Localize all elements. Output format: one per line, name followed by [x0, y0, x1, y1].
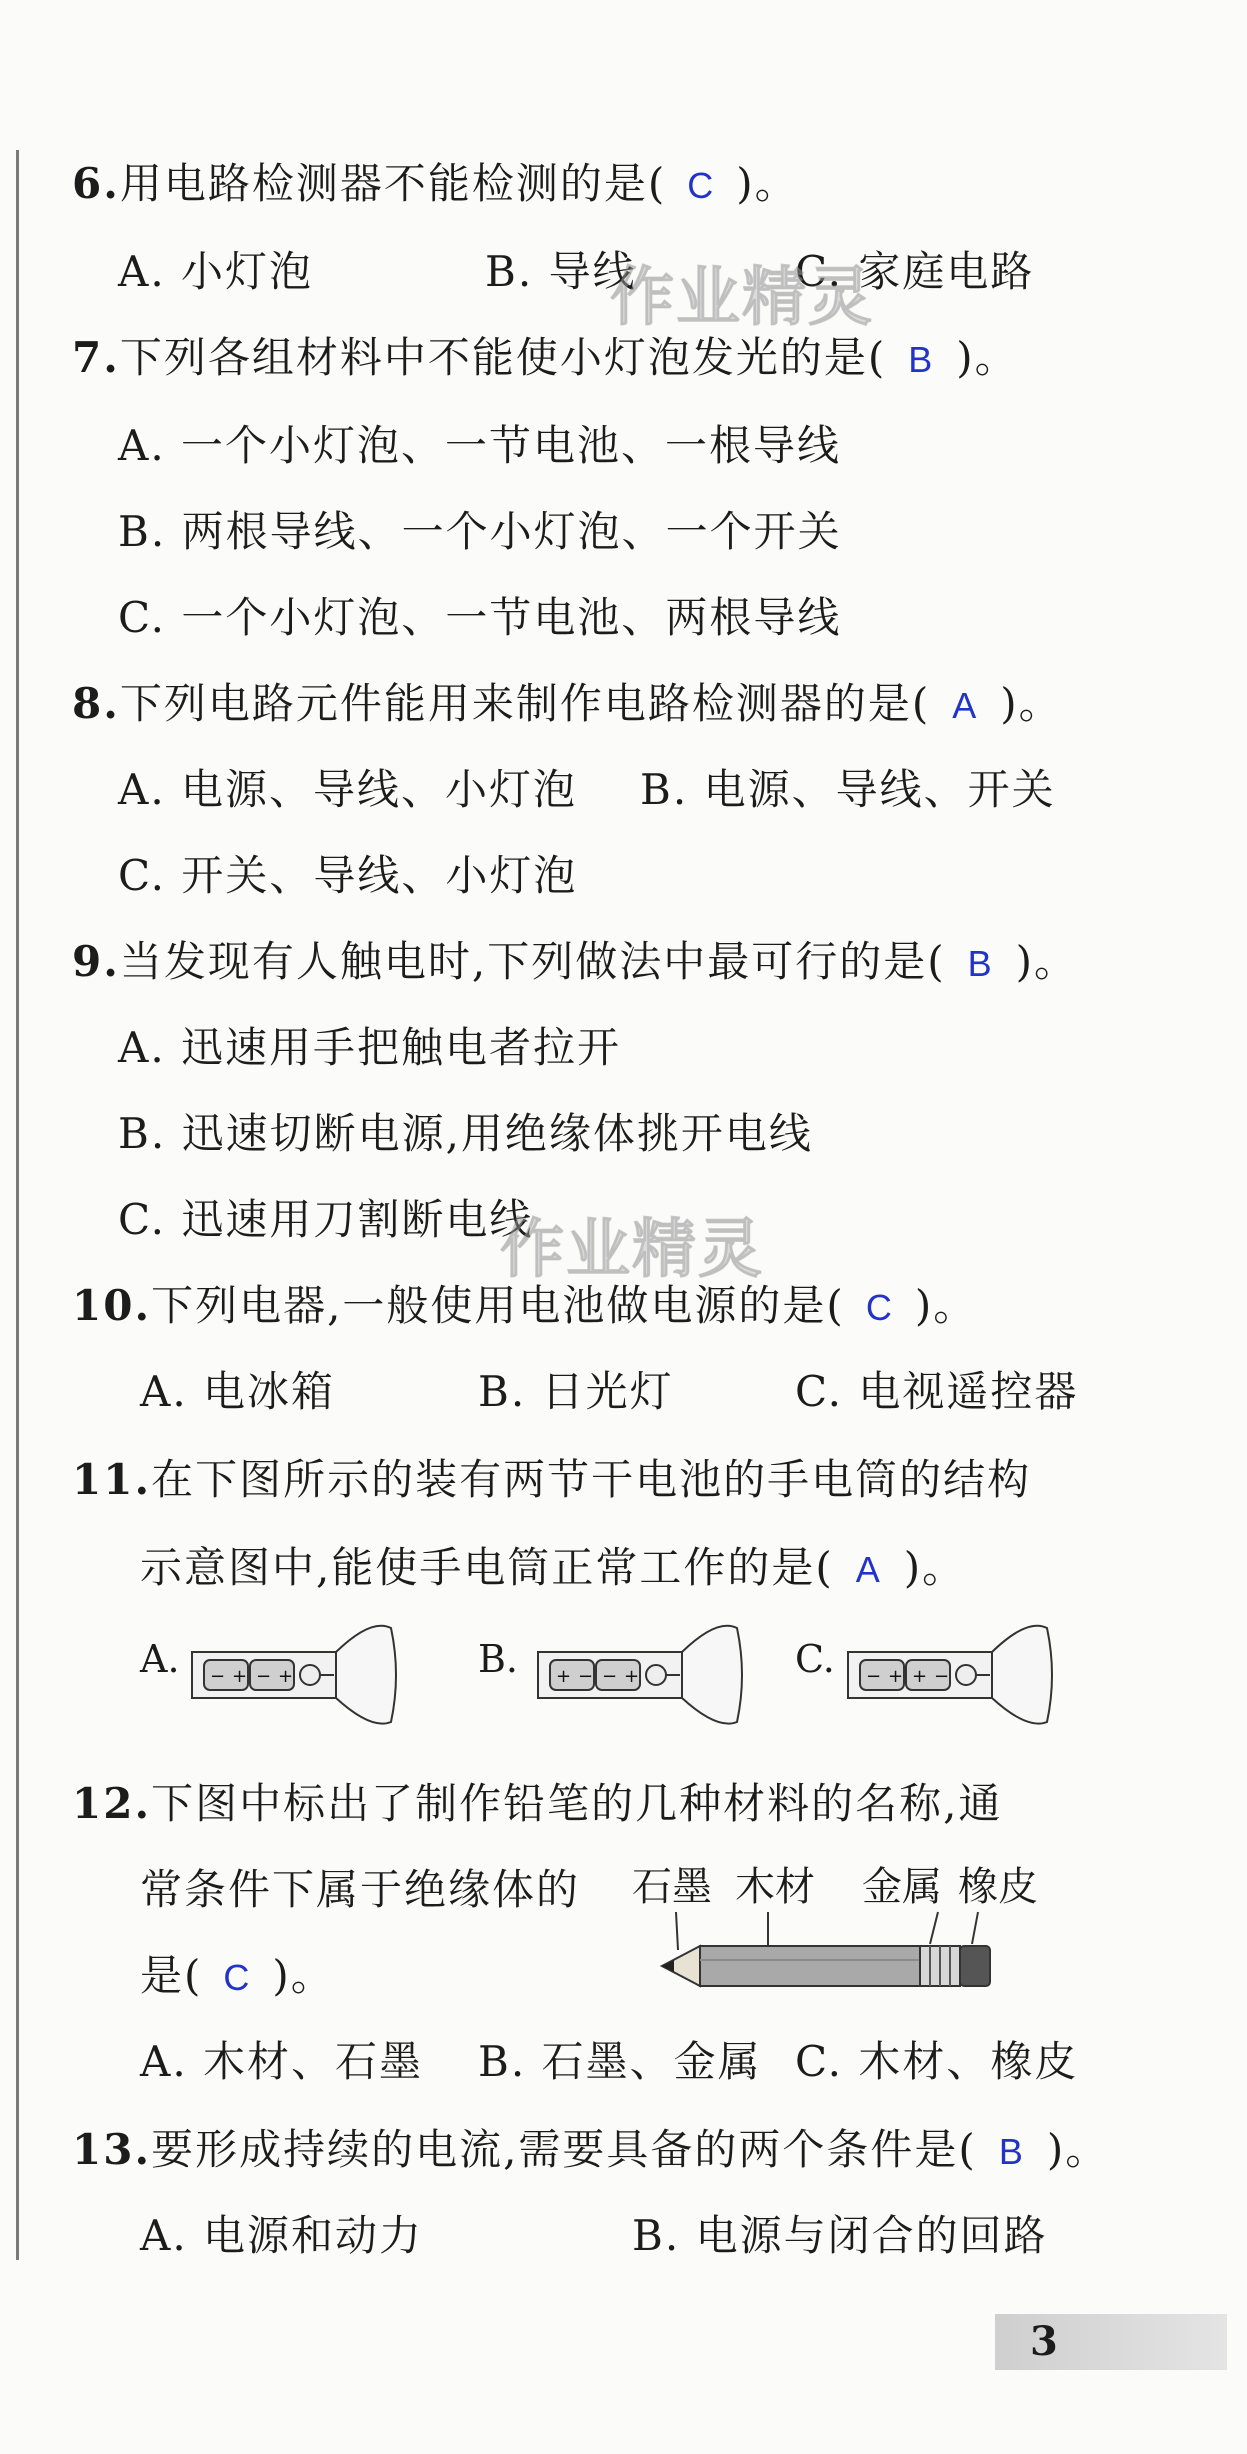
option-c: C. 迅速用刀割断电线: [118, 1195, 534, 1244]
flashlight-figure-c: [842, 1618, 1054, 1728]
pencil-figure: [660, 1910, 1000, 1990]
margin-line: [16, 150, 19, 2260]
answer-mark: A: [952, 685, 979, 726]
flashlight-figure-b: [532, 1618, 744, 1728]
option-b: B. 导线: [485, 247, 637, 296]
page-number: 3: [1030, 2318, 1058, 2365]
question-stem-end: )。: [1046, 2125, 1110, 2174]
question-stem-end: )。: [1015, 937, 1078, 986]
option-b: B. 电源与闭合的回路: [632, 2211, 1048, 2260]
question-11-line2: [140, 1540, 966, 1598]
svg-text:−: −: [256, 1666, 272, 1687]
pencil-label-eraser: 橡皮: [958, 1864, 1038, 1910]
question-stem: 当发现有人触电时,下列做法中最可行的是(: [119, 937, 946, 986]
question-stem: 下列各组材料中不能使小灯泡发光的是(: [119, 333, 887, 382]
option-a: A. 电源、导线、小灯泡: [118, 765, 578, 814]
pencil-label-graphite: 石墨: [632, 1864, 712, 1910]
question-stem: 要形成持续的电流,需要具备的两个条件是(: [151, 2125, 977, 2174]
option-c: C. 电视遥控器: [795, 1367, 1079, 1416]
question-7: [72, 330, 1019, 388]
answer-mark: C: [687, 165, 716, 206]
answer-mark: B: [908, 339, 935, 380]
option-c: C. 一个小灯泡、一节电池、两根导线: [118, 593, 842, 642]
question-stem-end: )。: [272, 1951, 335, 2000]
answer-mark: C: [223, 1957, 252, 1998]
option-c: C. 开关、导线、小灯泡: [118, 851, 578, 900]
answer-mark: C: [865, 1287, 894, 1328]
figure-label-b: B.: [478, 1637, 519, 1681]
question-stem: 在下图所示的装有两节干电池的手电筒的结构: [151, 1455, 1032, 1504]
svg-text:+: +: [556, 1666, 572, 1687]
option-b: B. 电源、导线、开关: [640, 765, 1056, 814]
question-stem-end: )。: [1000, 679, 1063, 728]
option-b: B. 迅速切断电源,用绝缘体挑开电线: [118, 1109, 813, 1158]
option-a: A. 一个小灯泡、一节电池、一根导线: [118, 421, 842, 470]
answer-mark: B: [998, 2131, 1025, 2172]
svg-text:+: +: [888, 1666, 904, 1687]
question-stem-end: )。: [914, 1281, 978, 1330]
pencil-label-wood: 木材: [735, 1864, 815, 1910]
svg-text:+: +: [624, 1666, 640, 1687]
question-8: [72, 676, 1063, 734]
question-number: 13.: [72, 2125, 152, 2174]
question-stem-end: )。: [736, 159, 799, 208]
question-number: 6.: [72, 159, 120, 208]
answer-mark: B: [967, 943, 994, 984]
watermark: 作业精灵: [610, 261, 874, 335]
answer-mark: A: [855, 1549, 882, 1590]
question-13: [72, 2122, 1109, 2180]
svg-text:+: +: [278, 1666, 294, 1687]
watermark: 作业精灵: [500, 1213, 764, 1287]
question-6: [72, 156, 799, 214]
figure-label-c: C.: [795, 1637, 835, 1681]
svg-text:−: −: [866, 1666, 882, 1687]
question-11: [72, 1452, 1031, 1508]
question-number: 7.: [72, 333, 120, 382]
question-stem-end: )。: [956, 333, 1019, 382]
flashlight-figure-a: [186, 1618, 398, 1728]
option-a: A. 木材、石墨: [140, 2037, 424, 2086]
question-stem: 下列电路元件能用来制作电路检测器的是(: [119, 679, 931, 728]
question-9: [72, 934, 1078, 992]
pencil-label-metal: 金属: [862, 1864, 942, 1910]
svg-text:−: −: [934, 1666, 950, 1687]
question-12-line2: 常条件下属于绝缘体的: [140, 1865, 581, 1914]
option-a: A. 电冰箱: [140, 1367, 336, 1416]
question-number: 9.: [72, 937, 120, 986]
option-b: B. 两根导线、一个小灯泡、一个开关: [118, 507, 842, 556]
svg-text:−: −: [602, 1666, 618, 1687]
option-c: C. 家庭电路: [795, 247, 1035, 296]
option-b: B. 日光灯: [478, 1367, 674, 1416]
option-b: B. 石墨、金属: [478, 2037, 762, 2086]
question-stem: 下图中标出了制作铅笔的几种材料的名称,通: [151, 1779, 1003, 1828]
question-number: 8.: [72, 679, 120, 728]
question-number: 10.: [72, 1281, 152, 1330]
svg-text:+: +: [232, 1666, 248, 1687]
question-stem: 下列电器,一般使用电池做电源的是(: [151, 1281, 845, 1330]
svg-text:+: +: [912, 1666, 928, 1687]
question-stem: 是(: [140, 1951, 203, 2000]
svg-text:−: −: [210, 1666, 226, 1687]
svg-text:−: −: [578, 1666, 594, 1687]
option-a: A. 电源和动力: [140, 2211, 424, 2260]
question-number: 11.: [72, 1455, 152, 1504]
option-c: C. 木材、橡皮: [795, 2037, 1079, 2086]
option-a: A. 小灯泡: [118, 247, 314, 296]
question-number: 12.: [72, 1779, 152, 1828]
figure-label-a: A.: [140, 1637, 180, 1681]
question-stem: 示意图中,能使手电筒正常工作的是(: [140, 1543, 834, 1592]
question-stem: 用电路检测器不能检测的是(: [119, 159, 667, 208]
question-12: [72, 1776, 1002, 1832]
option-a: A. 迅速用手把触电者拉开: [118, 1023, 622, 1072]
question-12-line3: [140, 1948, 335, 2006]
question-stem-end: )。: [903, 1543, 967, 1592]
